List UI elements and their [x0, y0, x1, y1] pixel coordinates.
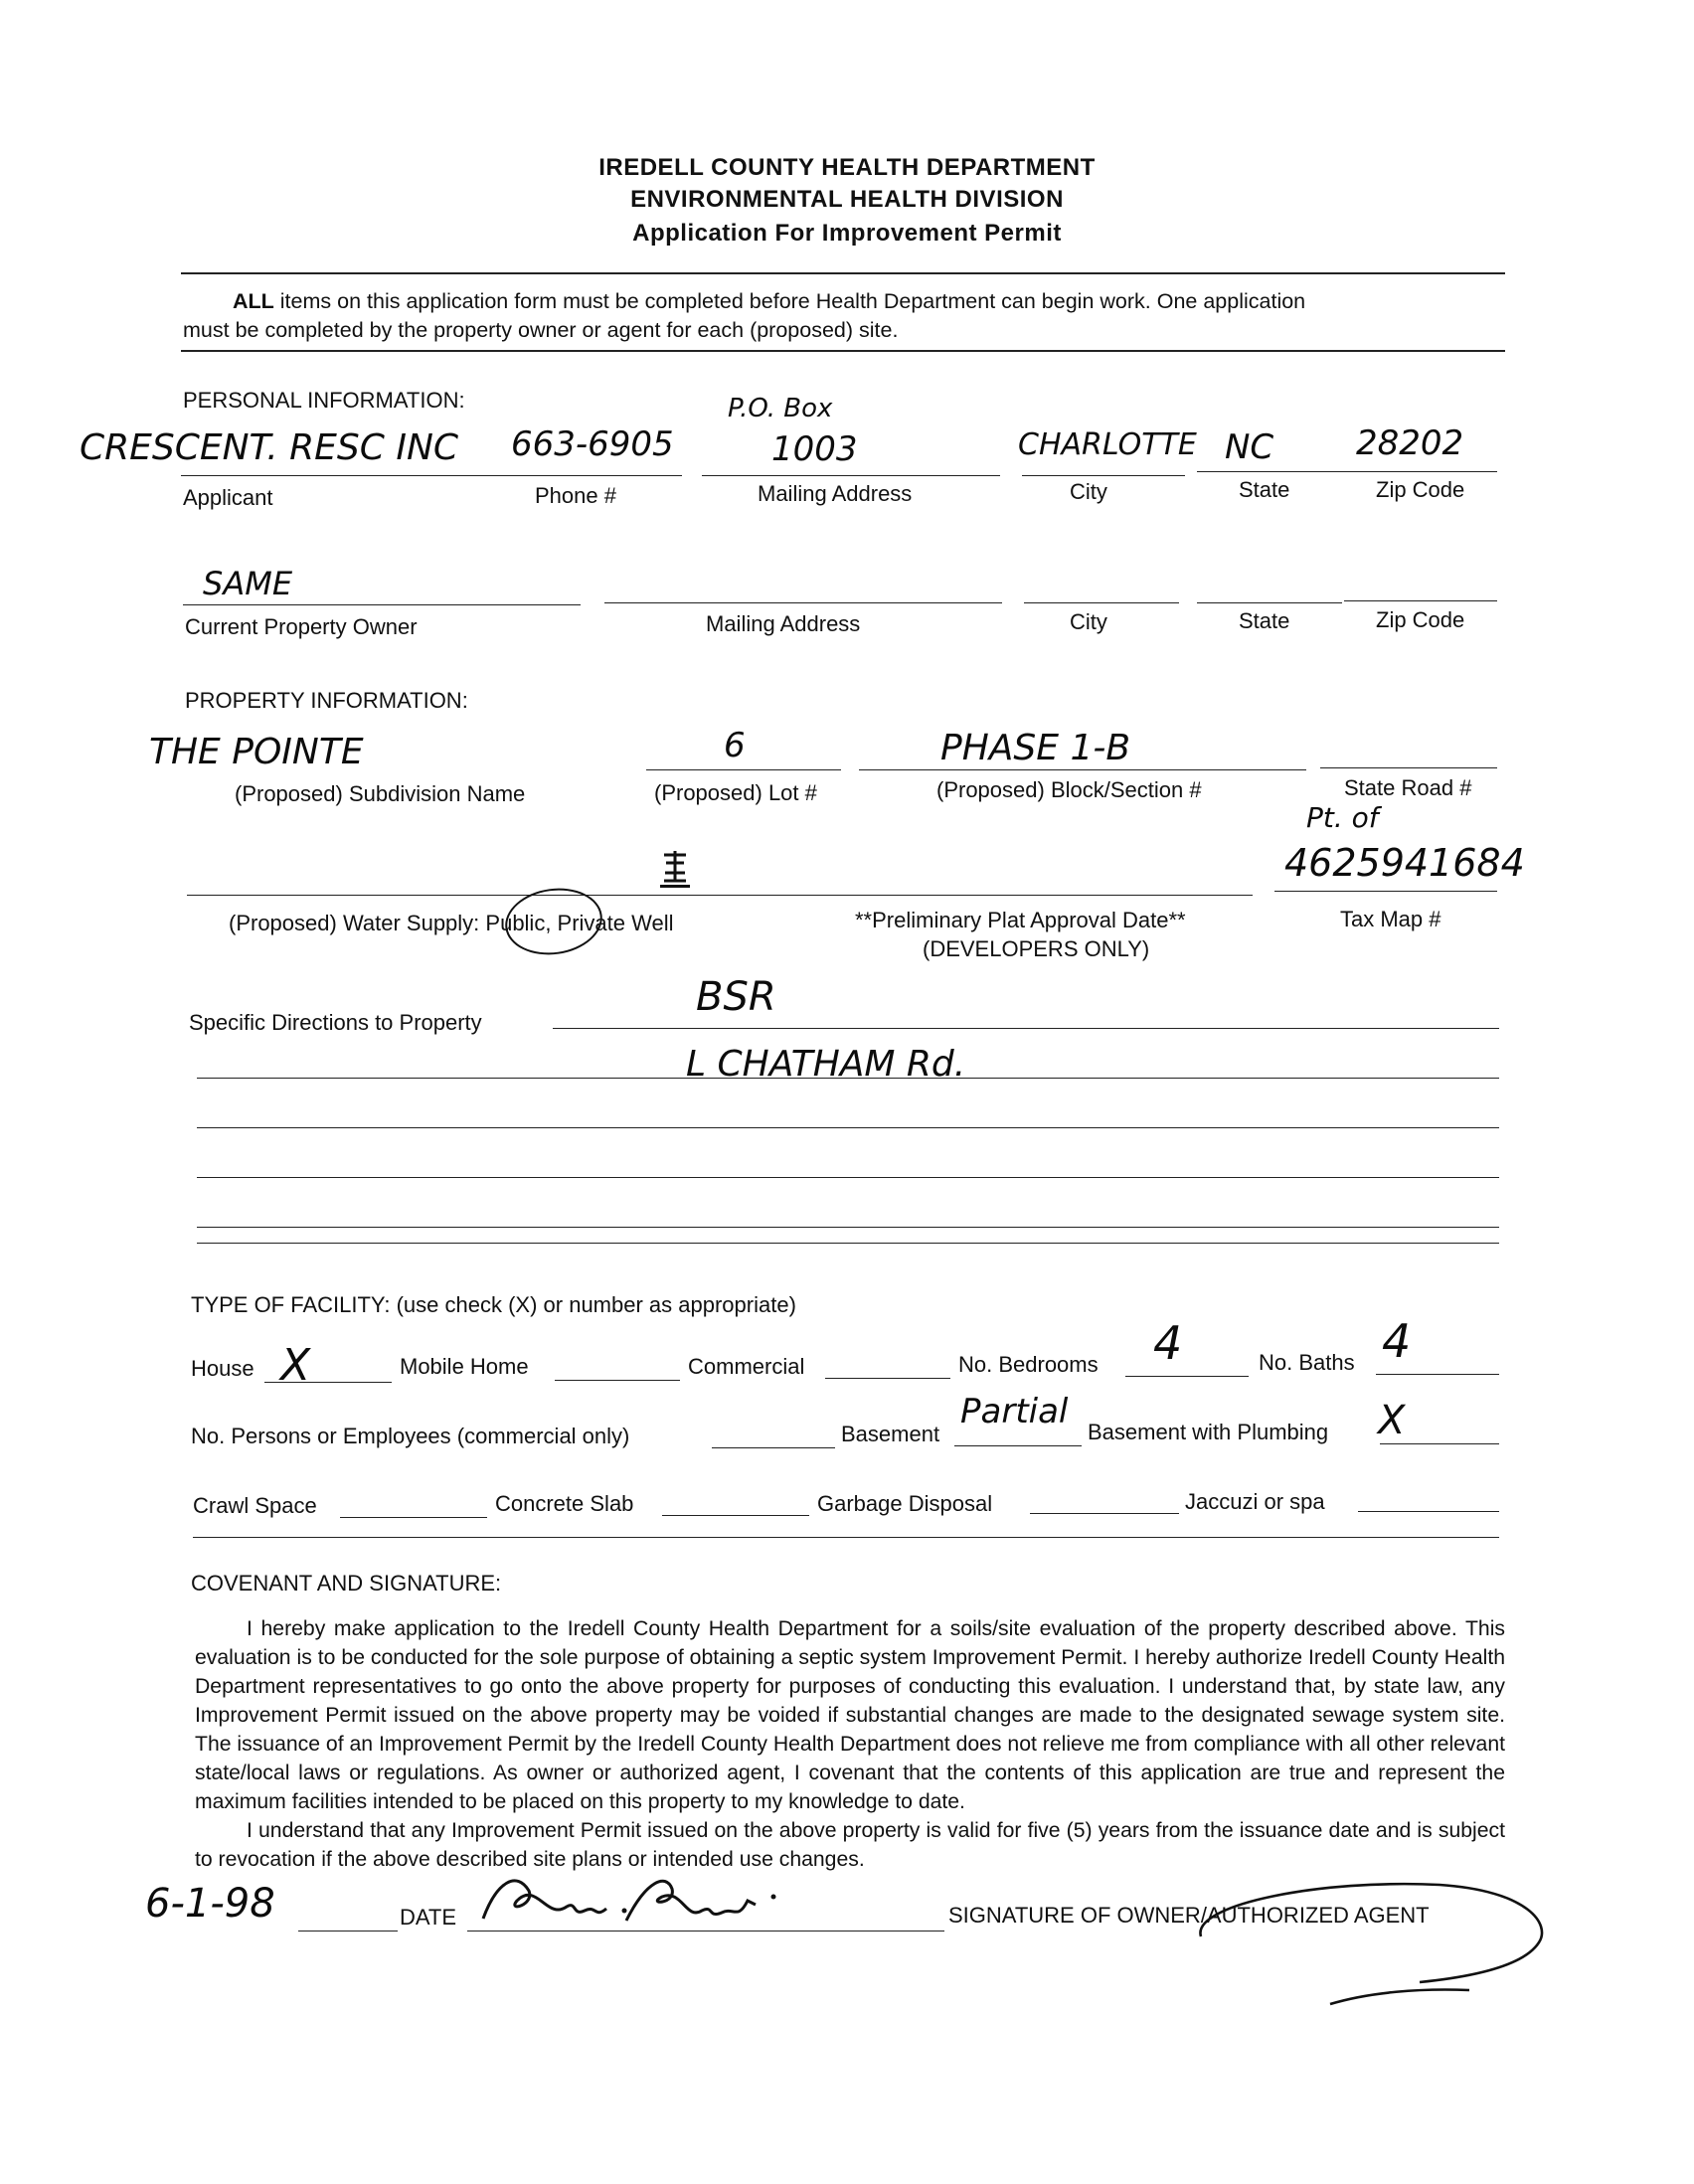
state-label: State: [1239, 477, 1290, 502]
property-heading: PROPERTY INFORMATION:: [185, 688, 468, 713]
owner-city-label: City: [1070, 609, 1107, 634]
phone-value: 663-6905: [511, 424, 674, 464]
directions-value-2: L CHATHAM Rd.: [686, 1044, 966, 1085]
basement-plumbing-value: X: [1378, 1398, 1406, 1443]
bedrooms-line: [1125, 1376, 1249, 1377]
tax-map-line: [1274, 891, 1497, 892]
scribble-mark: [660, 849, 690, 885]
bedrooms-value: 4: [1153, 1316, 1183, 1370]
signature-mark: [477, 1861, 795, 1940]
basement-plumbing-label: Basement with Plumbing: [1088, 1420, 1329, 1444]
directions-line-3: [197, 1127, 1499, 1128]
plat-label: **Preliminary Plat Approval Date**: [855, 908, 1186, 932]
basement-plumbing-line: [1380, 1443, 1499, 1444]
directions-line-5: [197, 1227, 1499, 1228]
applicant-value: CRESCENT. RESC INC: [80, 427, 459, 468]
covenant-text: [195, 1614, 1505, 1874]
plat-date-scribble: [660, 849, 690, 888]
owner-mailing-line: [604, 602, 1002, 603]
owner-zip-label: Zip Code: [1376, 607, 1465, 632]
concrete-slab-label: Concrete Slab: [495, 1491, 634, 1516]
date-value: 6-1-98: [145, 1881, 275, 1927]
zip-label: Zip Code: [1376, 477, 1465, 502]
baths-label: No. Baths: [1259, 1350, 1355, 1375]
facility-rule: [193, 1537, 1499, 1538]
state-road-label: State Road #: [1344, 775, 1472, 800]
date-label: DATE: [400, 1905, 457, 1930]
personal-heading: PERSONAL INFORMATION:: [183, 388, 465, 413]
basement-line: [954, 1445, 1082, 1446]
mailing-value: 1003: [771, 429, 858, 469]
bedrooms-label: No. Bedrooms: [958, 1352, 1099, 1377]
section-rule: [197, 1243, 1499, 1244]
covenant-para-2: I understand that any Improvement Permit issued on the above property is valid for five (5) years from the issuance date and is subject to revocation if the above described site plans or intended use changes.: [195, 1819, 1505, 1871]
directions-line-1: [553, 1028, 1499, 1029]
directions-value-1: BSR: [696, 974, 776, 1020]
lot-label: (Proposed) Lot #: [654, 780, 817, 805]
phone-label: Phone #: [535, 483, 616, 508]
date-line: [298, 1931, 398, 1932]
dept-title: IREDELL COUNTY HEALTH DEPARTMENT: [598, 154, 1096, 181]
intro-line1: [233, 289, 1305, 314]
mobile-home-label: Mobile Home: [400, 1354, 529, 1379]
owner-city-line: [1024, 602, 1179, 603]
owner-value: SAME: [203, 565, 293, 602]
baths-value: 4: [1382, 1314, 1412, 1368]
zip-line: [1344, 471, 1497, 472]
owner-label: Current Property Owner: [185, 614, 418, 639]
mailing-line: [702, 475, 1000, 476]
house-value: X: [280, 1340, 311, 1391]
intro-rule: [181, 350, 1505, 352]
mobile-home-line: [555, 1380, 680, 1381]
tax-map-label: Tax Map #: [1340, 907, 1441, 931]
directions-line-2: [197, 1078, 1499, 1079]
jacuzzi-label: Jaccuzi or spa: [1185, 1489, 1325, 1514]
owner-zip-line: [1344, 600, 1497, 601]
owner-line: [183, 604, 581, 605]
state-road-line: [1320, 767, 1497, 768]
lot-value: 6: [724, 726, 746, 765]
block-line: [859, 769, 1306, 770]
concrete-slab-line: [662, 1515, 809, 1516]
block-value: PHASE 1-B: [940, 728, 1131, 768]
plat-developers-label: (DEVELOPERS ONLY): [923, 936, 1150, 961]
division-title: ENVIRONMENTAL HEALTH DIVISION: [630, 186, 1064, 213]
city-line: [1022, 475, 1185, 476]
commercial-line: [825, 1378, 950, 1379]
garbage-disposal-label: Garbage Disposal: [817, 1491, 993, 1516]
signature-label-circle-mark: [1181, 1869, 1559, 2018]
intro-rest: items on this application form must be completed before Health Department can begin work. One application: [279, 289, 1306, 313]
city-value: CHARLOTTE: [1018, 427, 1197, 462]
water-line: [187, 895, 1253, 896]
intro-line2: must be completed by the property owner or agent for each (proposed) site.: [183, 318, 899, 342]
phone-line: [503, 475, 682, 476]
basement-value: Partial: [960, 1392, 1069, 1431]
zip-value: 28202: [1356, 423, 1464, 463]
jacuzzi-line: [1358, 1511, 1499, 1512]
tax-map-value: 4625941684: [1284, 841, 1525, 885]
subdivision-label: (Proposed) Subdivision Name: [235, 781, 526, 806]
owner-state-label: State: [1239, 608, 1290, 633]
owner-state-line: [1197, 602, 1342, 603]
baths-line: [1376, 1374, 1499, 1375]
directions-label: Specific Directions to Property: [189, 1010, 482, 1035]
tax-prefix-value: Pt. of: [1306, 801, 1379, 834]
city-label: City: [1070, 479, 1107, 504]
crawl-space-label: Crawl Space: [193, 1493, 317, 1518]
top-rule: [181, 272, 1505, 274]
persons-line: [712, 1447, 835, 1448]
mailing-label: Mailing Address: [758, 481, 913, 506]
commercial-label: Commercial: [688, 1354, 805, 1379]
persons-label: No. Persons or Employees (commercial only): [191, 1424, 630, 1448]
garbage-disposal-line: [1030, 1513, 1179, 1514]
water-label: (Proposed) Water Supply: Public, Private Well: [229, 911, 674, 935]
form-title: Application For Improvement Permit: [632, 220, 1062, 247]
facility-heading: TYPE OF FACILITY: (use check (X) or number as appropriate): [191, 1292, 796, 1317]
intro-lead: ALL: [233, 289, 274, 313]
state-value: NC: [1225, 427, 1274, 467]
subdivision-value: THE POINTE: [149, 732, 364, 772]
covenant-para-1: I hereby make application to the Iredell County Health Department for a soils/site evaluation of the property described above. This evaluation is to be conducted for the sole purpose of obtaining a septic system Improvement Permit. I hereby authorize Iredell County Health Department representatives to go onto the above property for purposes of conducting this evaluation. I understand that, by state law, any Improvement Permit issued on the above property may be voided if substantial changes are made to the designated sewage system site. The issuance of an Improvement Permit by the Iredell County Health Department does not relieve me from compliance with all other relevant state/local laws or regulations. As owner or authorized agent, I covenant that the contents of this application are true and represent the maximum facilities intended to be placed on this property to my knowledge to date.: [195, 1617, 1505, 1813]
owner-mailing-label: Mailing Address: [706, 611, 861, 636]
state-line: [1197, 471, 1344, 472]
signature-label: SIGNATURE OF OWNER/AUTHORIZED AGENT: [948, 1903, 1430, 1928]
covenant-heading: COVENANT AND SIGNATURE:: [191, 1571, 502, 1596]
block-label: (Proposed) Block/Section #: [936, 777, 1202, 802]
crawl-space-line: [340, 1517, 487, 1518]
directions-line-4: [197, 1177, 1499, 1178]
po-box-value: P.O. Box: [728, 394, 833, 423]
basement-label: Basement: [841, 1422, 940, 1446]
house-label: House: [191, 1356, 254, 1381]
lot-line: [646, 769, 841, 770]
applicant-line: [181, 475, 507, 476]
applicant-label: Applicant: [183, 485, 273, 510]
